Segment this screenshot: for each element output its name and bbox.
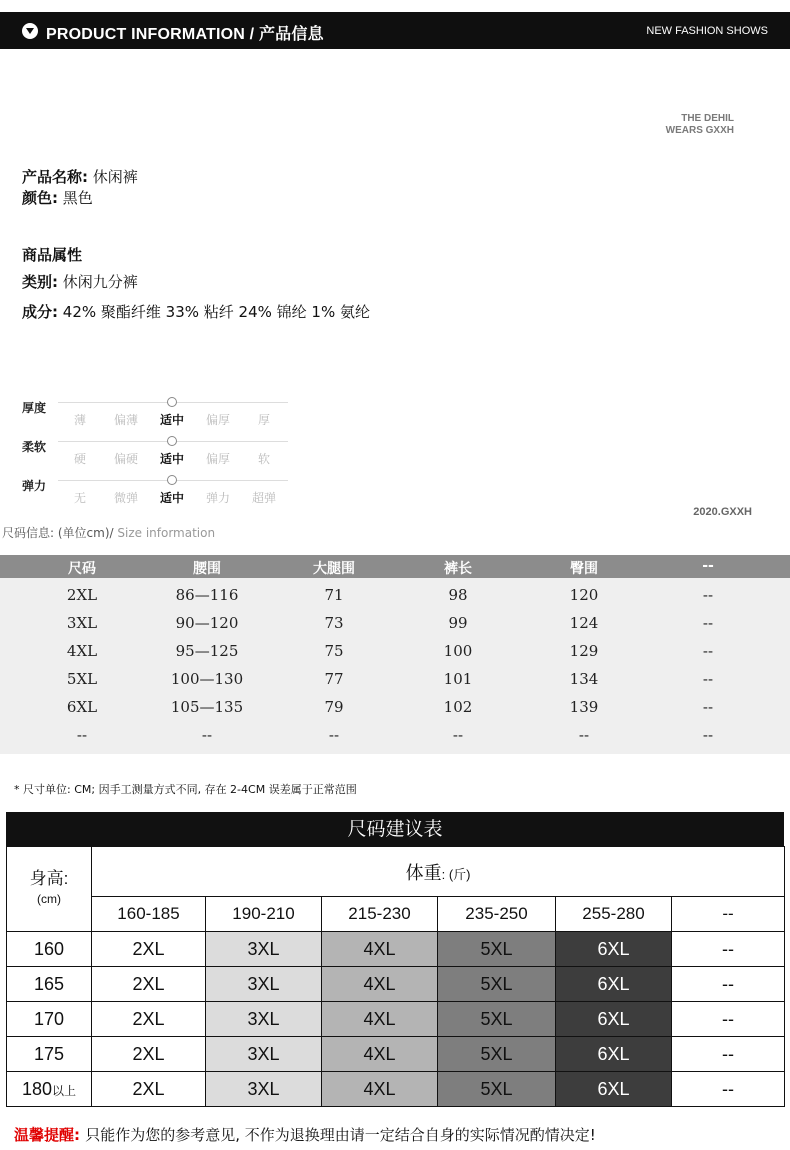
recommended-size-cell: 3XL xyxy=(206,1037,322,1072)
size-table-cell: 134 xyxy=(569,670,599,688)
selected-marker-icon xyxy=(167,436,177,446)
page-title: PRODUCT INFORMATION / 产品信息 xyxy=(46,26,324,43)
size-table-cell: 4XL xyxy=(66,642,98,660)
scale-option: 软 xyxy=(257,452,270,466)
product-color xyxy=(22,187,93,208)
product-name xyxy=(22,166,138,187)
weight-range-cell: 215-230 xyxy=(322,897,438,932)
scale-option: 超弹 xyxy=(251,491,276,505)
reminder-colon: : xyxy=(74,1126,86,1144)
recommended-size-cell: 5XL xyxy=(438,1037,556,1072)
height-cell xyxy=(7,1037,92,1072)
height-cell xyxy=(7,1002,92,1037)
size-table-cell: 71 xyxy=(324,586,344,604)
product-category-value: 休闲九分裤 xyxy=(62,273,138,291)
scale-option-selected: 适中 xyxy=(159,452,184,466)
size-table-cell: 100 xyxy=(443,642,473,660)
selected-marker-icon xyxy=(167,475,177,485)
size-table xyxy=(0,555,790,754)
size-table-cell: -- xyxy=(328,726,340,744)
chevron-down-icon xyxy=(22,23,38,39)
size-table-cell: -- xyxy=(702,586,714,604)
scale-option-selected: 适中 xyxy=(159,491,184,505)
recommended-size-cell: 4XL xyxy=(322,1002,438,1037)
recommended-size-cell: 3XL xyxy=(206,1072,322,1107)
size-info-caption xyxy=(2,524,215,541)
recommendation-table xyxy=(6,846,785,1107)
weight-range-row xyxy=(7,897,785,932)
size-table-cell: 95—125 xyxy=(175,642,239,660)
size-table-cell: 105—135 xyxy=(170,698,244,716)
recommended-size-cell: 3XL xyxy=(206,967,322,1002)
height-suffix: 以上 xyxy=(52,1083,77,1098)
weight-range-cell: 190-210 xyxy=(206,897,322,932)
size-table-column-header: -- xyxy=(702,558,714,574)
table-row xyxy=(7,967,785,1002)
recommended-size-cell: 4XL xyxy=(322,967,438,1002)
attribute-label: 柔软 xyxy=(22,440,47,454)
size-table-cell: 5XL xyxy=(66,670,98,688)
size-table-column-header: 尺码 xyxy=(68,561,96,577)
size-table-header xyxy=(0,555,790,578)
size-table-cell: 120 xyxy=(569,586,599,604)
size-table-column-header: 腰围 xyxy=(193,561,221,577)
product-category xyxy=(22,271,138,292)
height-cell xyxy=(7,967,92,1002)
recommended-size-cell: 5XL xyxy=(438,967,556,1002)
size-table-column-header: 大腿围 xyxy=(313,561,355,577)
measurement-note: * 尺寸单位: CM; 因手工测量方式不同, 存在 2-4CM 误差属于正常范围 xyxy=(14,783,357,796)
recommendation-header-row xyxy=(7,847,785,897)
size-table-cell: -- xyxy=(702,670,714,688)
size-table-cell: 139 xyxy=(569,698,599,716)
height-value: 175 xyxy=(33,1043,65,1064)
recommended-size-cell: 6XL xyxy=(556,1002,672,1037)
height-value: 165 xyxy=(33,973,65,994)
recommended-size-cell: 6XL xyxy=(556,932,672,967)
scale-option: 偏厚 xyxy=(205,452,230,466)
size-table-column-header: 裤长 xyxy=(444,561,472,577)
recommended-size-cell: 6XL xyxy=(556,1072,672,1107)
scale-option: 偏硬 xyxy=(113,452,138,466)
brand-mark xyxy=(666,113,734,137)
size-table-cell: -- xyxy=(452,726,464,744)
header-bar xyxy=(0,12,790,49)
scale-option: 无 xyxy=(73,491,86,505)
reminder-label: 温馨提醒 xyxy=(14,1126,75,1144)
recommended-size-cell: 6XL xyxy=(556,1037,672,1072)
recommended-size-cell: 5XL xyxy=(438,1072,556,1107)
product-material-label: 成分: xyxy=(22,303,58,321)
recommended-size-cell: -- xyxy=(672,1037,785,1072)
attribute-scale xyxy=(58,402,288,426)
size-table-cell: 99 xyxy=(448,614,468,632)
size-table-cell: 77 xyxy=(324,670,344,688)
size-table-cell: 100—130 xyxy=(170,670,244,688)
scale-option: 厚 xyxy=(257,413,270,427)
size-table-cell: -- xyxy=(578,726,590,744)
size-info-caption-en: Size information xyxy=(113,526,216,540)
table-row xyxy=(7,1072,785,1107)
height-label: 身高: xyxy=(29,869,69,888)
height-unit: (cm) xyxy=(37,892,61,906)
product-name-label: 产品名称: xyxy=(22,168,88,186)
attribute-scale xyxy=(58,480,288,504)
recommended-size-cell: 2XL xyxy=(92,967,206,1002)
size-table-cell: 101 xyxy=(443,670,473,688)
scale-option: 薄 xyxy=(73,413,86,427)
size-table-cell: 90—120 xyxy=(175,614,239,632)
brand-line-2: WEARS GXXH xyxy=(665,125,734,136)
size-table-cell: 79 xyxy=(324,698,344,716)
selected-marker-icon xyxy=(167,397,177,407)
size-table-cell: 102 xyxy=(443,698,473,716)
recommended-size-cell: 5XL xyxy=(438,932,556,967)
recommended-size-cell: -- xyxy=(672,1002,785,1037)
year-label: 2020.GXXH xyxy=(693,506,752,518)
size-table-cell: 86—116 xyxy=(175,586,239,604)
height-value: 170 xyxy=(33,1008,65,1029)
size-table-cell: 75 xyxy=(324,642,344,660)
product-category-label: 类别: xyxy=(22,273,58,291)
scale-option-selected: 适中 xyxy=(159,413,184,427)
recommended-size-cell: 2XL xyxy=(92,1037,206,1072)
size-table-cell: 6XL xyxy=(66,698,98,716)
weight-range-cell: 255-280 xyxy=(556,897,672,932)
height-cell xyxy=(7,932,92,967)
weight-range-cell: 160-185 xyxy=(92,897,206,932)
height-value: 180 xyxy=(21,1078,53,1099)
attribute-label: 厚度 xyxy=(22,401,47,415)
scale-option: 微弹 xyxy=(113,491,138,505)
recommended-size-cell: 2XL xyxy=(92,1002,206,1037)
product-name-value: 休闲裤 xyxy=(92,168,138,186)
table-row xyxy=(7,932,785,967)
reminder-text: 只能作为您的参考意见, 不作为退换理由请一定结合自身的实际情况酌情决定! xyxy=(85,1126,596,1144)
recommendation-title: 尺码建议表 xyxy=(6,812,784,846)
height-cell xyxy=(7,1072,92,1107)
recommended-size-cell: 3XL xyxy=(206,932,322,967)
size-table-cell: -- xyxy=(702,614,714,632)
header-tagline: NEW FASHION SHOWS xyxy=(646,25,768,37)
attributes-title-text: 商品属性 xyxy=(22,246,83,264)
size-table-cell: 2XL xyxy=(66,586,98,604)
height-value: 160 xyxy=(33,938,65,959)
scale-option: 硬 xyxy=(73,452,86,466)
size-info-caption-cn: 尺码信息: (单位cm)/ xyxy=(2,526,114,540)
recommended-size-cell: 6XL xyxy=(556,967,672,1002)
recommended-size-cell: -- xyxy=(672,1072,785,1107)
attribute-label: 弹力 xyxy=(22,479,47,493)
product-color-value: 黑色 xyxy=(62,189,93,207)
scale-option: 弹力 xyxy=(205,491,230,505)
product-color-label: 颜色: xyxy=(22,189,58,207)
attribute-scale xyxy=(58,441,288,465)
size-table-cell: 98 xyxy=(448,586,468,604)
weight-range-cell: -- xyxy=(672,897,785,932)
size-table-cell: 129 xyxy=(569,642,599,660)
size-table-cell: 73 xyxy=(324,614,344,632)
size-table-cell: -- xyxy=(76,726,88,744)
recommended-size-cell: 2XL xyxy=(92,1072,206,1107)
weight-unit: : (斤) xyxy=(441,866,471,882)
weight-range-cell: 235-250 xyxy=(438,897,556,932)
size-table-cell: -- xyxy=(702,726,714,744)
weight-label: 体重 xyxy=(405,862,442,883)
attributes-title xyxy=(22,244,82,265)
scale-option: 偏厚 xyxy=(205,413,230,427)
height-header xyxy=(7,847,92,932)
recommended-size-cell: 5XL xyxy=(438,1002,556,1037)
scale-option: 偏薄 xyxy=(113,413,138,427)
recommended-size-cell: -- xyxy=(672,967,785,1002)
table-row xyxy=(7,1002,785,1037)
product-material xyxy=(22,301,370,322)
size-table-cell: -- xyxy=(702,698,714,716)
size-table-cell: -- xyxy=(201,726,213,744)
size-table-cell: 124 xyxy=(569,614,599,632)
recommended-size-cell: 2XL xyxy=(92,932,206,967)
size-table-cell: 3XL xyxy=(66,614,98,632)
table-row xyxy=(7,1037,785,1072)
reminder xyxy=(14,1124,596,1145)
size-table-column-header: 臀围 xyxy=(570,561,598,577)
brand-line-1: THE DEHIL xyxy=(681,113,734,124)
recommended-size-cell: 3XL xyxy=(206,1002,322,1037)
product-material-value: 42% 聚酯纤维 33% 粘纤 24% 锦纶 1% 氨纶 xyxy=(62,303,370,321)
size-table-cell: -- xyxy=(702,642,714,660)
recommended-size-cell: -- xyxy=(672,932,785,967)
recommended-size-cell: 4XL xyxy=(322,1072,438,1107)
weight-header xyxy=(92,847,785,897)
recommended-size-cell: 4XL xyxy=(322,1037,438,1072)
recommended-size-cell: 4XL xyxy=(322,932,438,967)
